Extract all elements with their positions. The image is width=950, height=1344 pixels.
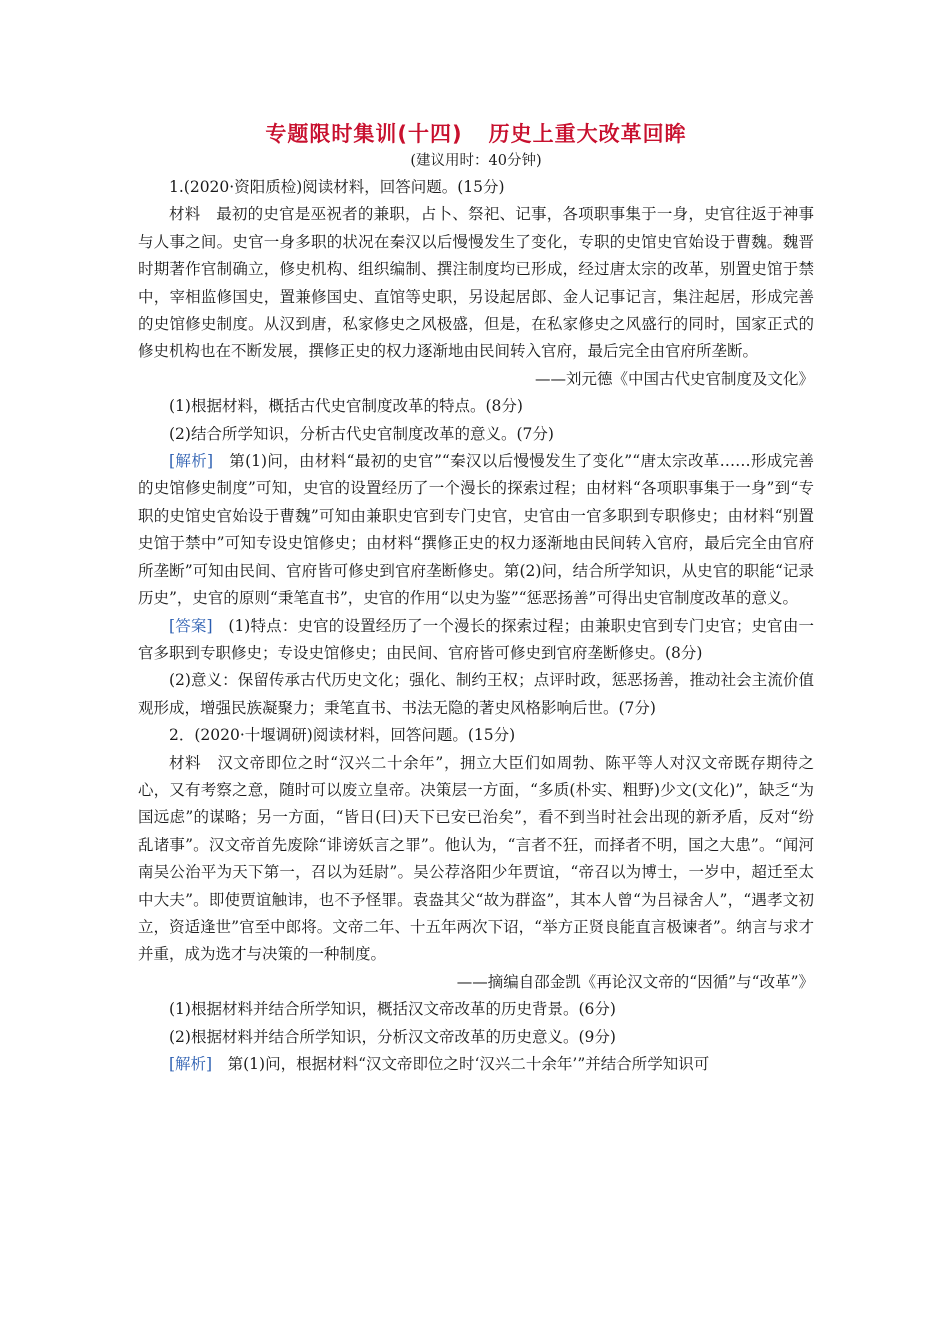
q1-source: ——刘元德《中国古代史官制度及文化》 (534, 369, 814, 388)
q1-sub2: (2)结合所学知识，分析古代史官制度改革的意义。(7分) (169, 424, 554, 443)
q2-header: 2．(2020·十堰调研)阅读材料，回答问题。(15分) (169, 726, 516, 745)
suggested-time: (建议用时：40分钟) (410, 153, 542, 169)
title-sub: 历史上重大改革回眸 (488, 122, 687, 146)
title-main: 专题限时集训(十四) (265, 122, 463, 146)
answer-tag: [答案] (169, 616, 213, 635)
q2-sub2: (2)根据材料并结合所学知识，分析汉文帝改革的历史意义。(9分) (169, 1027, 616, 1046)
q2-source: ——摘编自邵金凯《再论汉文帝的“因循”与“改革”》 (456, 972, 814, 991)
q1-sub1: (1)根据材料，概括古代史官制度改革的特点。(8分) (169, 397, 523, 416)
q1-answer-paragraph (138, 613, 814, 668)
q2-analysis-text: 第(1)问，根据材料“汉文帝即位之时‘汉兴二十余年’”并结合所学知识可 (212, 1055, 710, 1073)
q2-material: 材料 汉文帝即位之时“汉兴二十余年”，拥立大臣们如周勃、陈平等人对汉文帝既存期待之心，又有考察之意，随时可以废立皇帝。决策层一方面，“多质(朴实、粗野)少文(文化)”，缺乏“为国远虑”的谋略；另一方面，“皆日(曰)天下已安已治矣”，看不到当时社会出现的新矛盾，反对“纷乱诸事”。汉文帝首先废除“诽谤妖言之罪”。他认为，“言者不狂，而择者不明，国之大患”。“闻河南吴公治平为天下第一，召以为廷尉”。吴公荐洛阳少年贾谊，“帝召以为博士，一岁中，超迁至太中大夫”。即使贾谊触讳，也不予怪罪。袁盎其父“故为群盗”，其本人曾“为吕禄舍人”，“遇孝文初立，资适逢世”官至中郎将。文帝二年、十五年两次下诏，“举方正贤良能直言极谏者”。纳言与求才并重，成为选才与决策的一种制度。 (138, 753, 814, 964)
q1-answer1-text: (1)特点：史官的设置经历了一个漫长的探索过程；由兼职史官到专门史官；史官由一官多职到专职修史；专设史馆修史；由民间、官府皆可修史到官府垄断修史。(8分) (138, 616, 814, 662)
page-title (138, 118, 814, 150)
document-page (138, 118, 814, 1078)
q1-header: 1.(2020·资阳质检)阅读材料，回答问题。(15分) (169, 178, 505, 196)
q2-sub1: (1)根据材料并结合所学知识，概括汉文帝改革的历史背景。(6分) (169, 1000, 616, 1019)
q1-material: 材料 最初的史官是巫祝者的兼职，占卜、祭祀、记事，各项职事集于一身，史官往返于神事与人事之间。史官一身多职的状况在秦汉以后慢慢发生了变化，专职的史馆史官始设于曹魏。魏晋时期著作官制确立，修史机构、组织编制、撰注制度均已形成，经过唐太宗的改革，别置史馆于禁中，宰相监修国史，置兼修国史、直馆等史职，另设起居郎、金人记事记言，集注起居，形成完善的史馆修史制度。从汉到唐，私家修史之风极盛，但是，在私家修史之风盛行的同时，国家正式的修史机构也在不断发展，撰修正史的权力逐渐地由民间转入官府，最后完全由官府所垄断。 (138, 205, 814, 361)
q1-analysis-paragraph (138, 448, 814, 612)
analysis-tag: [解析] (169, 452, 214, 471)
q2-analysis-paragraph (138, 1051, 814, 1078)
q1-analysis-text: 第(1)问，由材料“最初的史官”“秦汉以后慢慢发生了变化”“唐太宗改革……形成完善的史馆修史制度”可知，史官的设置经历了一个漫长的探索过程；由材料“各项职事集于一身”到“专职的史馆史官始设于曹魏”可知由兼职史官到专门史官，史官由一官多职到专职修史；由材料“别置史馆于禁中”可知专设史馆修史；由材料“撰修正史的权力逐渐地由民间转入官府，最后完全由官府所垄断”可知由民间、官府皆可修史到官府垄断修史。第(2)问，结合所学知识，从史官的职能“记录历史”，史官的原则“秉笔直书”，史官的作用“以史为鉴”“惩恶扬善”可得出史官制度改革的意义。 (138, 452, 814, 608)
analysis-tag: [解析] (169, 1055, 213, 1073)
q1-answer2: (2)意义：保留传承古代历史文化；强化、制约王权；点评时政，惩恶扬善，推动社会主流价值观形成，增强民族凝聚力；秉笔直书、书法无隐的著史风格影响后世。(7分) (138, 671, 814, 717)
